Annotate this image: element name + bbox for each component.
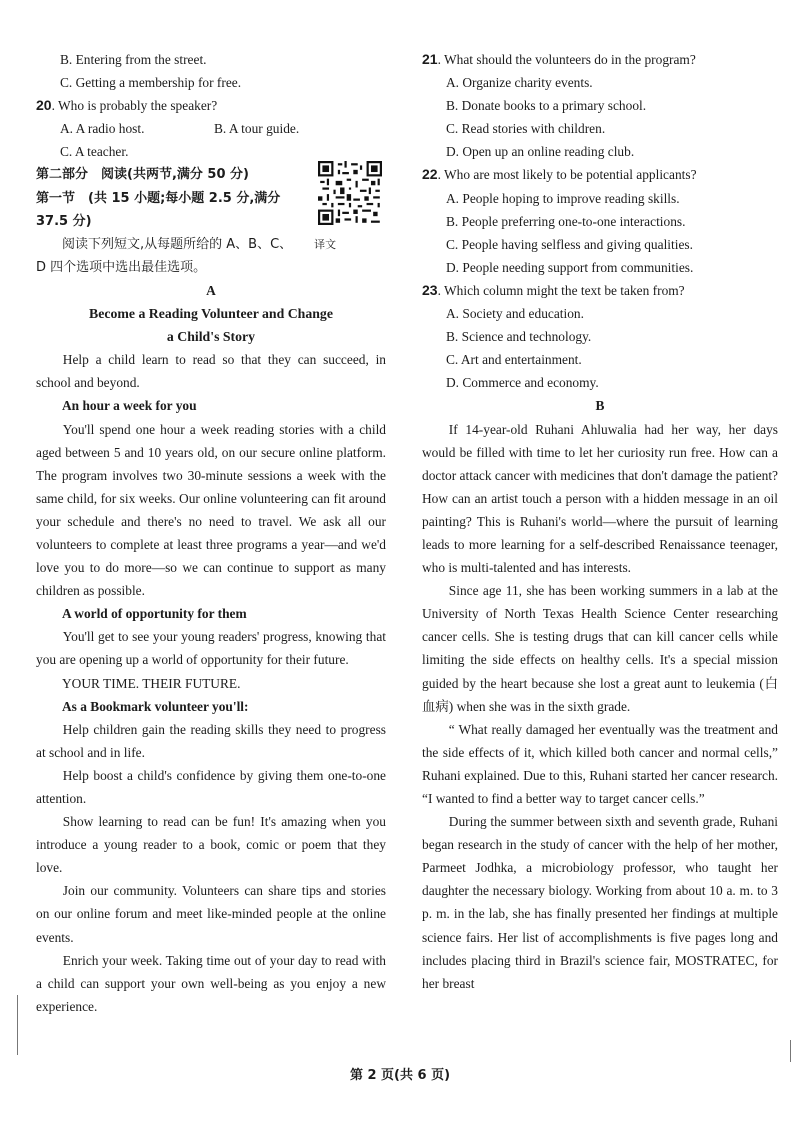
q22-number: 22 bbox=[422, 166, 438, 183]
slogan: YOUR TIME. THEIR FUTURE. bbox=[62, 675, 241, 691]
q22-option-d: D. People needing support from communities. bbox=[446, 259, 694, 275]
question-22 bbox=[422, 163, 778, 186]
page-number: 第 2 页(共 6 页) bbox=[349, 1068, 451, 1083]
passage-b-paragraph-2: Since age 11, she has been working summers in a lab at the University of North Texas Health Science Center researching cancer cells. She is testing drugs that can kill cancer cells while limiting the side effects on healthy cells. It's a special mission guided by the heart because she lost a great aunt to leukemia (白血病) when she was in the sixth grade. bbox=[422, 583, 778, 714]
part-two-heading: 第二部分 阅读(共两节,满分 50 分) bbox=[36, 167, 249, 183]
q20-option-b: B. A tour guide. bbox=[214, 121, 300, 137]
q22-option-c: C. People having selfless and giving qualities. bbox=[446, 236, 693, 252]
q23-option-d: D. Commerce and economy. bbox=[446, 375, 599, 391]
q21-stem: . What should the volunteers do in the program? bbox=[437, 52, 696, 67]
q20-stem: . Who is probably the speaker? bbox=[51, 98, 218, 114]
instructions-line-1: 阅读下列短文,从每题所给的 A、B、C、 bbox=[62, 236, 293, 252]
qr-code-icon bbox=[318, 161, 382, 225]
instructions bbox=[36, 233, 386, 256]
paragraph-world-of-opportunity: You'll get to see your young readers' progress, knowing that you are opening up a world of opportunity for their future. bbox=[36, 629, 386, 668]
q23-option-b: B. Science and technology. bbox=[446, 329, 592, 345]
q22-option-b: B. People preferring one-to-one interactions. bbox=[446, 213, 686, 229]
benefit-reading-skills: Help children gain the reading skills they need to progress at school and in life. bbox=[36, 721, 386, 760]
q23-option-a: A. Society and education. bbox=[446, 306, 584, 322]
question-23 bbox=[422, 279, 778, 302]
heading-bookmark-volunteer: As a Bookmark volunteer you'll: bbox=[62, 698, 249, 714]
qr-caption: 译文 bbox=[314, 237, 337, 251]
passage-b-paragraph-3: “ What really damaged her eventually was the treatment and the side effects of it, which killed both cancer and normal cells,” Ruhani explained. Due to this, Ruhani started her cancer research. “I wanted to find a better way to target cancer cells.” bbox=[422, 721, 778, 806]
section-one-heading: 第一节 (共 15 小题;每小题 2.5 分,满分 bbox=[36, 190, 281, 206]
q19-option-b: B. Entering from the street. bbox=[60, 52, 207, 67]
benefit-fun: Show learning to read can be fun! It's amazing when you introduce a young reader to a book, comic or poem that they love. bbox=[36, 814, 386, 876]
q21-option-d: D. Open up an online reading club. bbox=[446, 144, 635, 160]
question-21 bbox=[422, 48, 778, 71]
q23-stem: . Which column might the text be taken from? bbox=[437, 282, 685, 298]
q22-option-a: A. People hoping to improve reading skills. bbox=[446, 190, 680, 206]
passage-a-title-cont: a Child's Story bbox=[166, 329, 256, 345]
margin-rule-right bbox=[790, 1040, 791, 1062]
reading-section-header bbox=[36, 163, 386, 278]
passage-b-label: B bbox=[595, 398, 605, 414]
heading-hour-a-week: An hour a week for you bbox=[62, 398, 197, 414]
passage-a-intro: Help a child learn to read so that they can succeed, in school and beyond. bbox=[36, 352, 386, 391]
q23-option-c: C. Art and entertainment. bbox=[446, 352, 582, 368]
passage-b-paragraph-1: If 14-year-old Ruhani Ahluwalia had her way, her days would be filled with time to let her curiosity run free. How can a doctor attack cancer with medicines that don't damage the patient? How can an artist touch a person with a hidden message in an oil painting? This is Ruhani's world—where the pursuit of learning leads to more learning for a self-described Renaissance teenager, who is multi-talented and has interests. bbox=[422, 421, 779, 576]
paragraph-hour-a-week: You'll spend one hour a week reading stories with a child aged between 5 and 10 years old, on our secure online platform. The program involves two 30-minute sessions a week with the same child, for six weeks. Our online volunteering can fit around your schedule and there's no need to travel. We ask all our volunteers to complete at least three programs a year—and we'd love you to do more—so we can continue to support as many children as possible. bbox=[36, 421, 386, 599]
q21-option-c: C. Read stories with children. bbox=[446, 121, 606, 137]
left-column bbox=[36, 48, 386, 1018]
passage-b-paragraph-4: During the summer between sixth and seventh grade, Ruhani began research in the study of cancer with the help of her mother, Parmeet Jodhka, a microbiology professor, who taught her daughter the necessary biology. Working from about 10 a. m. to 3 p. m. in the lab, she has finally presented her findings at multiple science fairs. Her list of accomplishments is five pages long and includes placing third in Brazil's science fair, MOSTRATEC, for her breast bbox=[422, 814, 778, 991]
heading-world-of-opportunity: A world of opportunity for them bbox=[62, 606, 247, 622]
instructions-line-2: D 四个选项中选出最佳选项。 bbox=[36, 259, 207, 275]
benefit-enrich-week: Enrich your week. Taking time out of your day to read with a child can support your own well-being as you enjoy a new experience. bbox=[36, 952, 386, 1014]
section-one-heading-cont: 37.5 分) bbox=[36, 213, 92, 229]
right-column bbox=[422, 48, 778, 995]
q20-option-c: C. A teacher. bbox=[60, 144, 129, 160]
q19-option-c: C. Getting a membership for free. bbox=[60, 75, 242, 91]
q22-stem: . Who are most likely to be potential applicants? bbox=[437, 167, 697, 183]
benefit-community: Join our community. Volunteers can share tips and stories on our online forum and meet like-minded people at the online events. bbox=[36, 883, 386, 945]
passage-a-label: A bbox=[206, 282, 216, 298]
q21-option-a: A. Organize charity events. bbox=[446, 75, 593, 91]
qr-code bbox=[318, 161, 386, 225]
margin-rule-left bbox=[17, 995, 18, 1055]
q23-number: 23 bbox=[422, 281, 438, 298]
q20-number: 20 bbox=[36, 97, 52, 114]
q21-number: 21 bbox=[422, 51, 438, 67]
benefit-confidence: Help boost a child's confidence by giving them one-to-one attention. bbox=[36, 767, 386, 806]
q21-option-b: B. Donate books to a primary school. bbox=[446, 98, 647, 114]
passage-a-title: Become a Reading Volunteer and Change bbox=[89, 306, 333, 322]
q20-options-row bbox=[36, 117, 386, 140]
q20-option-a: A. A radio host. bbox=[60, 121, 145, 137]
question-20 bbox=[36, 94, 386, 117]
